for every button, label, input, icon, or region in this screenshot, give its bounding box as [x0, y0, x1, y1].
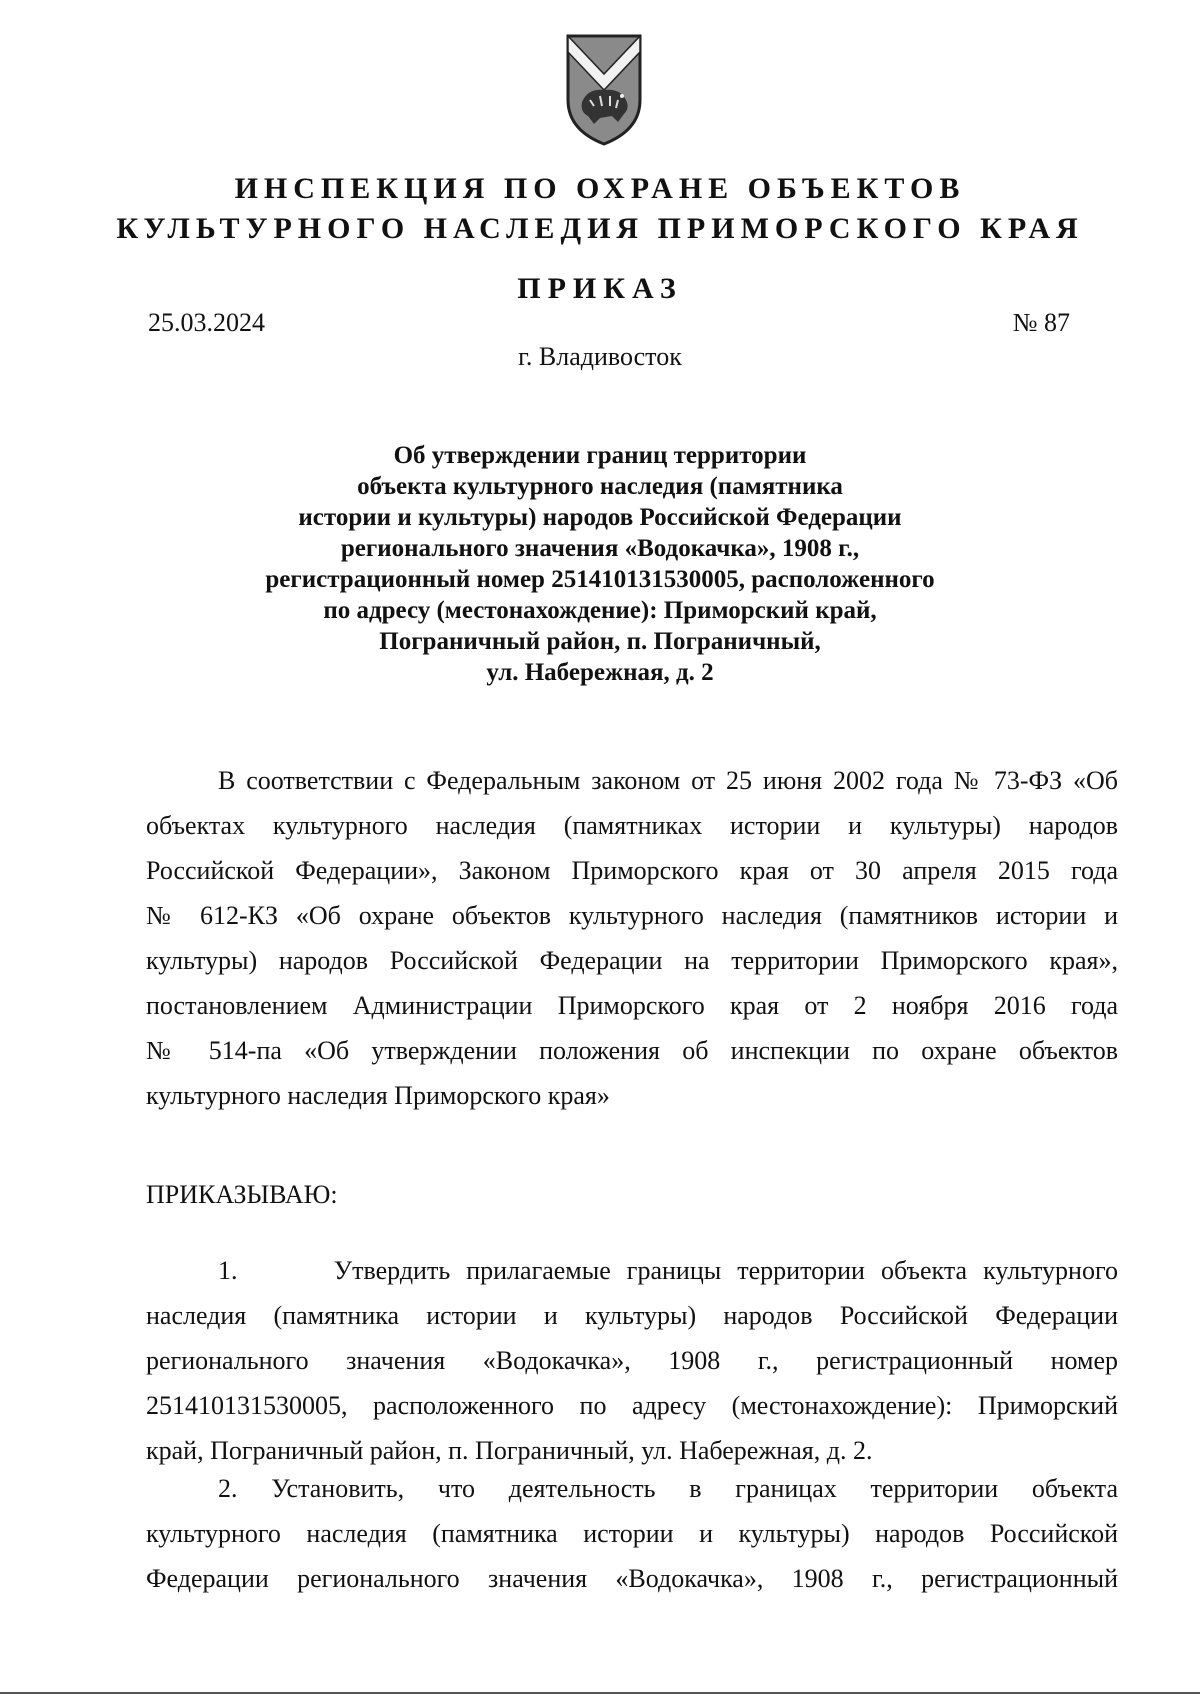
- document-type: ПРИКАЗ: [517, 272, 683, 305]
- paragraph-line: № 612-КЗ «Об охране объектов культурного наследия (памятников истории и: [146, 901, 1118, 930]
- coat-of-arms-emblem: [560, 30, 648, 148]
- title-line: регистрационный номер 251410131530005, расположенного: [265, 566, 935, 593]
- paragraph-line: край, Пограничный район, п. Пограничный, ул. Набережная, д. 2.: [146, 1436, 873, 1465]
- order-item-1: [146, 1248, 1118, 1473]
- title-line: Об утверждении границ территории: [393, 442, 807, 469]
- page-bottom-edge: [0, 1692, 1200, 1694]
- paragraph-line: Российской Федерации», Законом Приморского края от 30 апреля 2015 года: [146, 856, 1118, 885]
- title-line: ул. Набережная, д. 2: [486, 659, 714, 686]
- title-line: Пограничный район, п. Пограничный,: [379, 628, 821, 655]
- paragraph-line: № 514-па «Об утверждении положения об инспекции по охране объектов: [146, 1036, 1118, 1065]
- document-number: № 87: [1012, 308, 1070, 337]
- order-item-2: [146, 1466, 1118, 1601]
- organization-name-line1: ИНСПЕКЦИЯ ПО ОХРАНЕ ОБЪЕКТОВ: [234, 172, 966, 205]
- document-date: 25.03.2024: [148, 308, 265, 337]
- document-city: г. Владивосток: [518, 342, 682, 371]
- title-line: истории и культуры) народов Российской Федерации: [298, 504, 902, 531]
- paragraph-line: В соответствии с Федеральным законом от 25 июня 2002 года № 73-ФЗ «Об: [218, 766, 1118, 795]
- paragraph-line: постановлением Администрации Приморского края от 2 ноября 2016 года: [146, 991, 1118, 1020]
- title-line: регионального значения «Водокачка», 1908 г.,: [340, 535, 860, 562]
- intro-paragraph: [146, 758, 1118, 1118]
- organization-name-line2: КУЛЬТУРНОГО НАСЛЕДИЯ ПРИМОРСКОГО КРАЯ: [116, 212, 1084, 245]
- paragraph-line: регионального значения «Водокачка», 1908 г., регистрационный номер: [146, 1346, 1118, 1375]
- paragraph-line: наследия (памятника истории и культуры) народов Российской Федерации: [146, 1301, 1118, 1330]
- order-word: ПРИКАЗЫВАЮ:: [146, 1180, 338, 1209]
- paragraph-line: культурного наследия (памятника истории и культуры) народов Российской: [146, 1519, 1118, 1548]
- paragraph-line: 2. Установить, что деятельность в границах территории объекта: [218, 1474, 1118, 1503]
- paragraph-line: Федерации регионального значения «Водокачка», 1908 г., регистрационный: [146, 1564, 1118, 1593]
- document-title: [200, 440, 1000, 688]
- title-line: по адресу (местонахождение): Приморский край,: [323, 597, 877, 624]
- paragraph-line: культурного наследия Приморского края»: [146, 1081, 610, 1110]
- paragraph-line: объектах культурного наследия (памятниках истории и культуры) народов: [146, 811, 1118, 840]
- title-line: объекта культурного наследия (памятника: [357, 473, 843, 500]
- paragraph-line: культуры) народов Российской Федерации на территории Приморского края»,: [146, 946, 1118, 975]
- paragraph-line: 1. Утвердить прилагаемые границы территории объекта культурного: [218, 1256, 1118, 1285]
- paragraph-line: 251410131530005, расположенного по адресу (местонахождение): Приморский: [146, 1391, 1118, 1420]
